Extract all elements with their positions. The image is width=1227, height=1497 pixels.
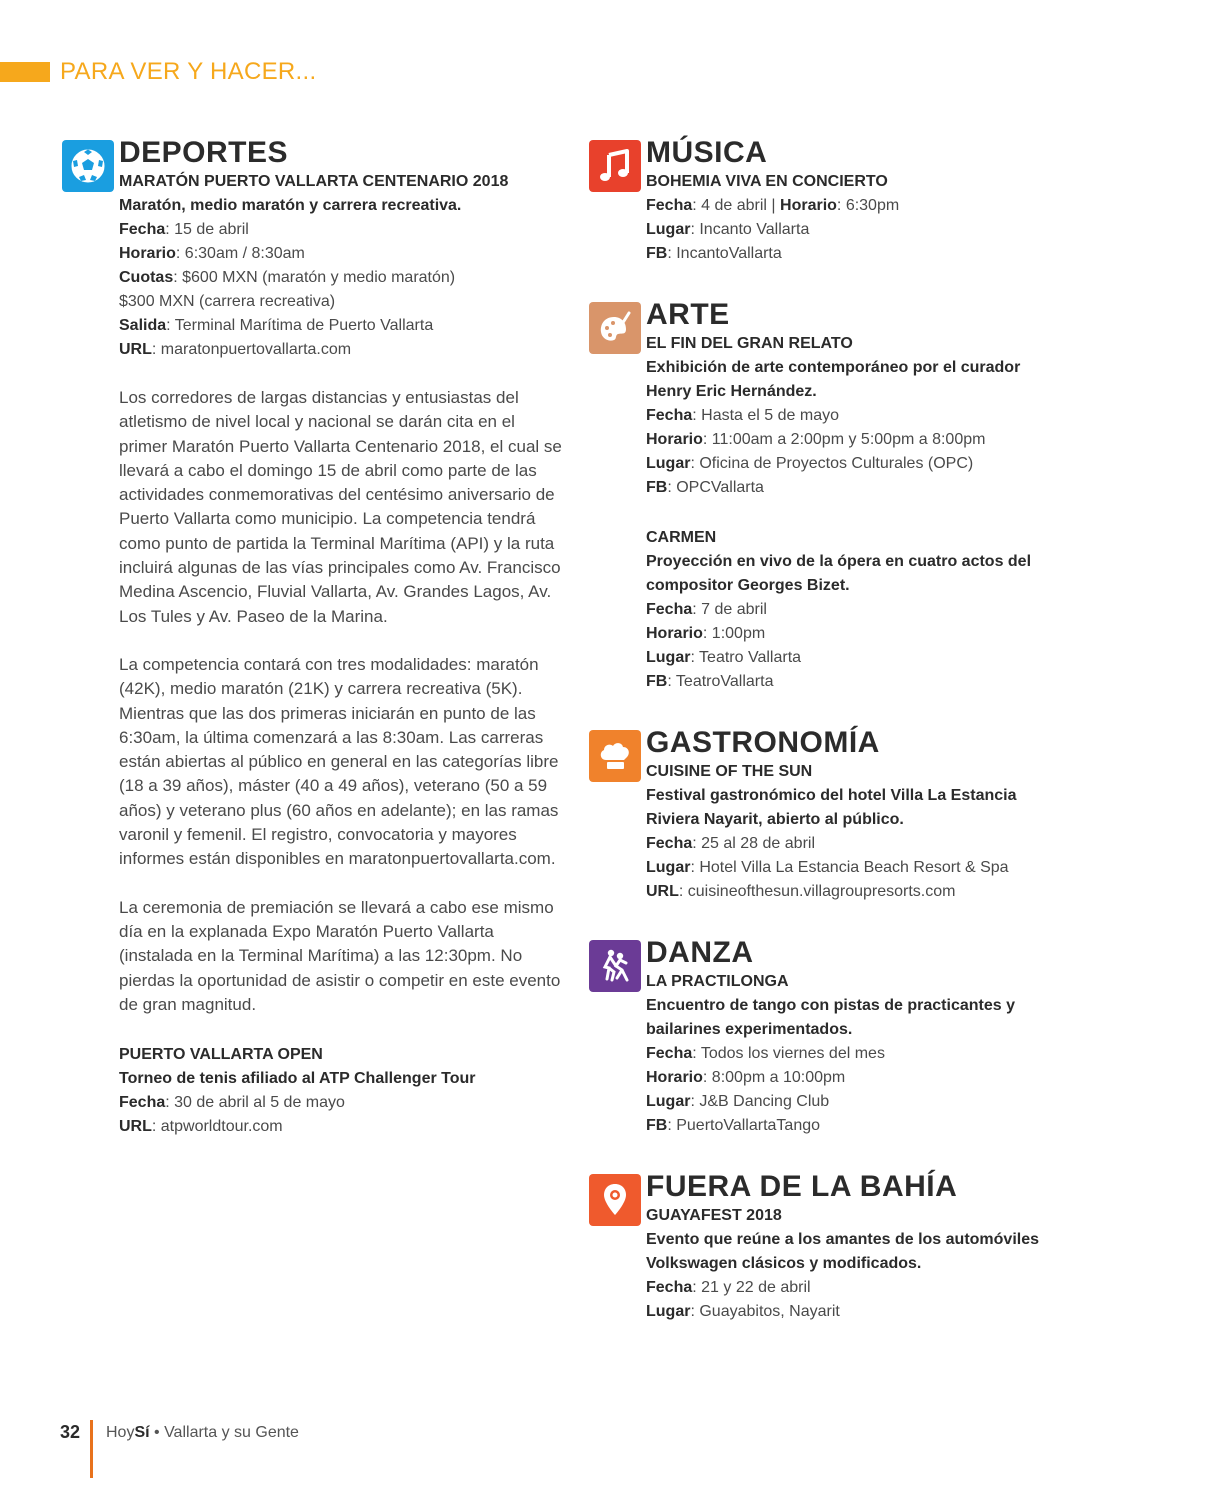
event-name: CARMEN: [646, 529, 717, 546]
page-header-title: PARA VER Y HACER...: [60, 58, 317, 85]
event-description: Evento que reúne a los amantes de los automóviles: [646, 1231, 1040, 1248]
event-date: Fecha: 15 de abril: [119, 221, 249, 238]
event-url: URL: cuisineofthesun.villagroupresorts.com: [646, 883, 956, 900]
dancers-icon: [589, 940, 641, 992]
section-arte: [589, 298, 1069, 694]
event-name: MARATÓN PUERTO VALLARTA CENTENARIO 2018: [119, 173, 509, 190]
event-venue: Lugar: Incanto Vallarta: [646, 221, 810, 238]
event-description: compositor Georges Bizet.: [646, 577, 850, 594]
event-venue: Lugar: Guayabitos, Nayarit: [646, 1303, 840, 1320]
soccer-ball-icon: [62, 140, 114, 192]
event-name: BOHEMIA VIVA EN CONCIERTO: [646, 173, 888, 190]
section-deportes: [62, 136, 562, 1139]
event-description: Encuentro de tango con pistas de practicantes y: [646, 997, 1015, 1014]
event-name: GUAYAFEST 2018: [646, 1207, 782, 1224]
event-description: Henry Eric Hernández.: [646, 383, 817, 400]
body-paragraph: La competencia contará con tres modalidades: maratón (42K), medio maratón (21K) y carrera recreativa (5K). Mientras que las dos primeras iniciarán en punto de las 6:30am, la última comenzará a las 8:30am. Las carreras están abiertas al público en general en las categorías libre (18 a 39 años), máster (40 a 49 años), veterano (50 a 59 años) y veterano plus (60 años en adelante); en las ramas varonil y femenil. El registro, convocatoria y mayores informes están disponibles en maratonpuertovallarta.com.: [119, 654, 559, 869]
event-url: URL: maratonpuertovallarta.com: [119, 341, 352, 358]
right-column: [589, 136, 1069, 1324]
event-fb: FB: TeatroVallarta: [646, 673, 774, 690]
event-venue: Lugar: Oficina de Proyectos Culturales (OPC): [646, 455, 974, 472]
event-name: EL FIN DEL GRAN RELATO: [646, 335, 853, 352]
event-description: Torneo de tenis afiliado al ATP Challenger Tour: [119, 1070, 476, 1088]
event-description: Maratón, medio maratón y carrera recreativa.: [119, 197, 462, 214]
event-venue: Lugar: Teatro Vallarta: [646, 649, 802, 666]
event-name: LA PRACTILONGA: [646, 973, 789, 990]
section-title-musica: MÚSICA: [646, 136, 768, 169]
event-date: Fecha: 25 al 28 de abril: [646, 835, 815, 852]
page-number: 32: [60, 1422, 81, 1442]
music-note-icon: [589, 140, 641, 192]
event-time: Horario: 11:00am a 2:00pm y 5:00pm a 8:00pm: [646, 431, 986, 448]
event-date-time: Fecha: 4 de abril | Horario: 6:30pm: [646, 197, 900, 214]
event-date: Fecha: Todos los viernes del mes: [646, 1045, 885, 1062]
event-date: Fecha: 30 de abril al 5 de mayo: [119, 1094, 345, 1112]
event-description: bailarines experimentados.: [646, 1021, 853, 1038]
section-danza: [589, 936, 1069, 1138]
section-title-deportes: DEPORTES: [119, 136, 289, 169]
event-date: Fecha: Hasta el 5 de mayo: [646, 407, 839, 424]
section-title-fuera: FUERA DE LA BAHÍA: [646, 1170, 958, 1203]
event-date: Fecha: 7 de abril: [646, 601, 767, 618]
header-accent-bar: [0, 62, 50, 82]
event-fb: FB: IncantoVallarta: [646, 245, 782, 262]
event-time: Horario: 8:00pm a 10:00pm: [646, 1069, 846, 1086]
event-start: Salida: Terminal Marítima de Puerto Vallarta: [119, 317, 434, 334]
event-venue: Lugar: Hotel Villa La Estancia Beach Resort & Spa: [646, 859, 1009, 876]
left-column: [62, 136, 562, 1139]
event-date: Fecha: 21 y 22 de abril: [646, 1279, 811, 1296]
event-fb: FB: OPCVallarta: [646, 479, 764, 496]
event-time: Horario: 1:00pm: [646, 625, 766, 642]
event-description: Riviera Nayarit, abierto al público.: [646, 811, 904, 828]
footer-divider: [90, 1420, 93, 1478]
section-title-gastronomia: GASTRONOMÍA: [646, 726, 880, 759]
event-description: Volkswagen clásicos y modificados.: [646, 1255, 922, 1272]
event-description: Proyección en vivo de la ópera en cuatro actos del: [646, 553, 1032, 570]
event-fees: Cuotas: $600 MXN (maratón y medio maratón): [119, 269, 456, 286]
event-description: Festival gastronómico del hotel Villa La Estancia: [646, 787, 1017, 804]
section-title-danza: DANZA: [646, 936, 754, 969]
event-url: URL: atpworldtour.com: [119, 1118, 283, 1136]
event-time: Horario: 6:30am / 8:30am: [119, 245, 305, 262]
event-name: CUISINE OF THE SUN: [646, 763, 813, 780]
body-paragraph: La ceremonia de premiación se llevará a cabo ese mismo día en la explanada Expo Maratón Puerto Vallarta (instalada en la Terminal Marítima) a las 12:30pm. No pierdas la oportunidad de asistir o competir en este evento de gran magnitud.: [119, 897, 561, 1014]
event-venue: Lugar: J&B Dancing Club: [646, 1093, 830, 1110]
footer-brand: HoySí • Vallarta y su Gente: [106, 1424, 299, 1441]
map-pin-icon: [589, 1174, 641, 1226]
section-gastronomia: [589, 726, 1069, 904]
event-fb: FB: PuertoVallartaTango: [646, 1117, 821, 1134]
section-fuera-de-la-bahia: [589, 1170, 1069, 1324]
chef-hat-icon: [589, 730, 641, 782]
event-fees-2: $300 MXN (carrera recreativa): [119, 293, 336, 310]
event-description: Exhibición de arte contemporáneo por el curador: [646, 359, 1021, 376]
section-musica: [589, 136, 1069, 266]
body-paragraph: Los corredores de largas distancias y entusiastas del atletismo de nivel local y nacional se darán cita en el primer Maratón Puerto Vallarta Centenario 2018, el cual se llevará a cabo el domingo 15 de abril como parte de las actividades conmemorativas del centésimo aniversario de Puerto Vallarta como municipio. La competencia tendrá como punto de partida la Terminal Marítima (API) y la ruta incluirá algunas de las vías principales como Av. Francisco Medina Ascencio, Fluvial Vallarta, Av. Grandes Lagos, Av. Los Tules y Av. Paseo de la Marina.: [119, 388, 562, 626]
section-title-arte: ARTE: [646, 298, 730, 331]
palette-icon: [589, 302, 641, 354]
event-name: PUERTO VALLARTA OPEN: [119, 1046, 323, 1064]
